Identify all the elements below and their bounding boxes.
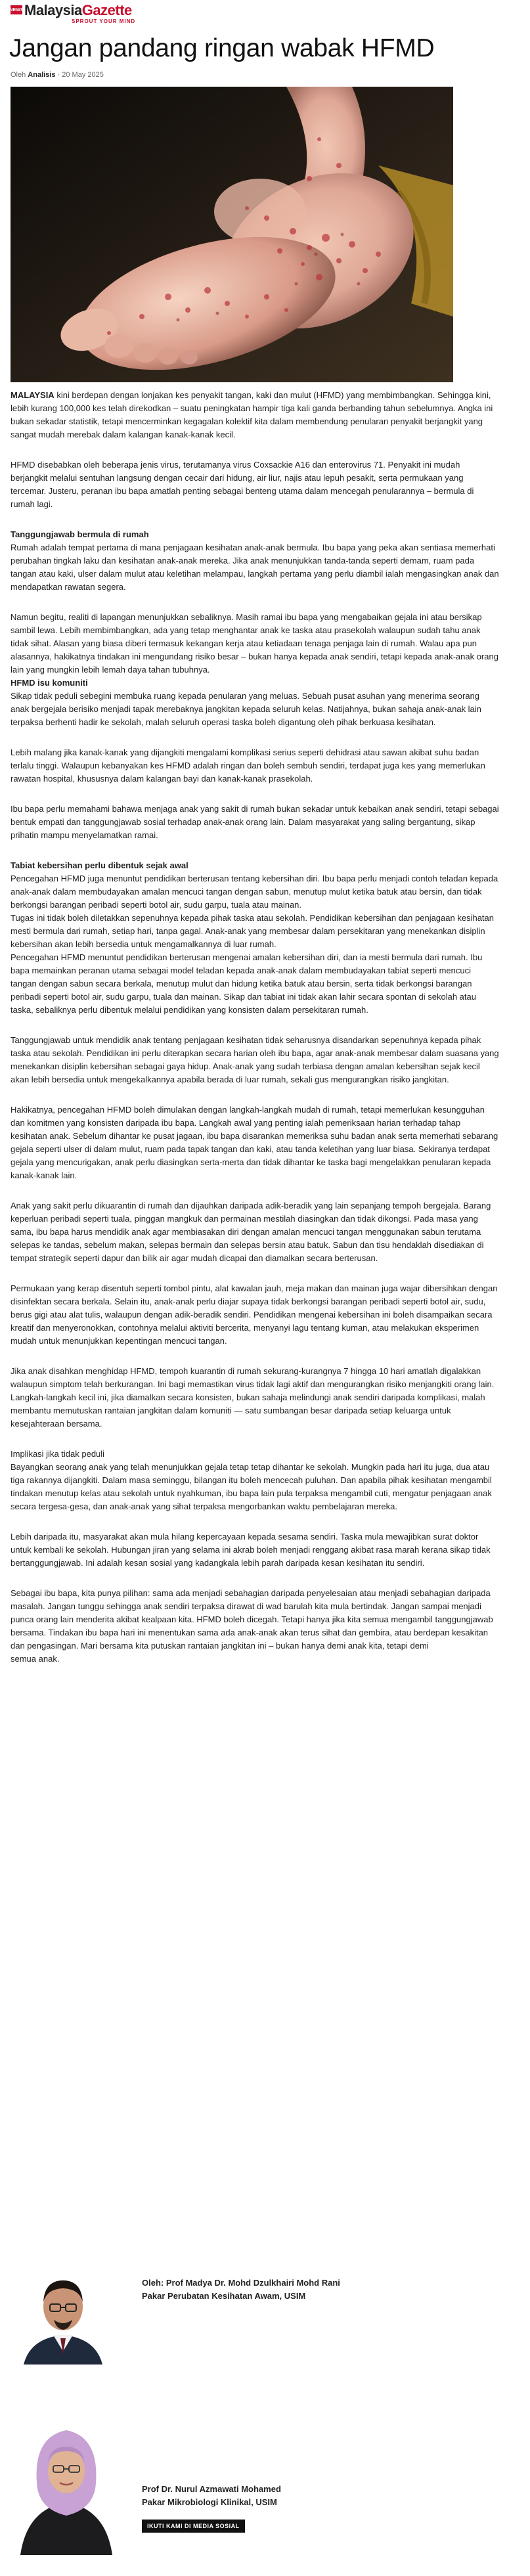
byline-prefix: Oleh bbox=[11, 71, 28, 79]
paragraph: Ibu bapa perlu memahami bahawa menjaga anak yang sakit di rumah bukan sekadar untuk kebaikan anak sendiri, tetapi sebagai bentuk empati dan tanggungjawab sosial terhadap anak-anak orang lain. Dalam masyarakat yang saling bergantung, sikap prihatin mampu menyelamatkan ramai. bbox=[11, 804, 499, 840]
hero-image bbox=[11, 87, 453, 382]
paragraph: HFMD disebabkan oleh beberapa jenis virus, terutamanya virus Coxsackie A16 dan enterovirus 71. Penyakit ini mudah berjangkit melalui sentuhan langsung dengan cecair dari hidung, air liur, najis atau lepuh pesakit, serta permukaan yang tercemar. Justeru, peranan ibu bapa amatlah penting sebagai benteng utama dalam mencegah penularannya – bermula di rumah lagi. bbox=[11, 460, 474, 509]
author-avatar bbox=[17, 2266, 109, 2365]
paragraph: Anak yang sakit perlu dikuarantin di rumah dan dijauhkan daripada adik-beradik yang lain sepanjang tempoh bergejala. Barang keperluan peribadi seperti tuala, pinggan mangkuk dan permainan mestilah diasingkan dan tidak dikongsi. Pada masa yang sama, ibu bapa harus mendidik anak agar membiasakan diri dengan amalan mencuci tangan menggunakan sabun terutama selepas ke tandas, sebelum makan, selepas bermain dan selepas bersin atau batuk. Sabun dan tisu hendaklah disediakan di tempat strategik seperti dapur dan bilik air agar mudah dicapai dan diamalkan secara berterusan. bbox=[11, 1201, 491, 1263]
byline-date: · 20 May 2025 bbox=[55, 71, 104, 79]
closing-text: Sebagai ibu bapa, kita punya pilihan: sama ada menjadi sebahagian daripada penyelesaian atau menjadi sebahagian daripada masalah. Jangan tunggu sehingga anak sendiri terpaksa dirawat di wad barulah kita mula bertindak. Jangan sampai menjadi punca orang lain menderita akibat kealpaan kita. HFMD boleh dicegah. Tetapi hanya jika kita semua mengambil tanggungjawab bersama. Tindakan ibu bapa hari ini menentukan sama ada anak-anak akan terus sihat dan gembira, atau berdepan kesakitan dan pengasingan. Mari bersama kita putuskan rantaian jangkitan ini – bukan hanya demi anak kita, tetapi demi bbox=[11, 1588, 493, 1651]
paragraph: Tugas ini tidak boleh diletakkan sepenuhnya kepada pihak taska atau sekolah. Pendidikan kebersihan dan penjagaan kesihatan mesti bermula dari rumah, setiap hari, tanpa gagal. Anak-anak yang membesar dalam persekitaran yang menekankan disiplin kebersihan akan lebih bersedia untuk mengamalkannya di luar rumah. bbox=[11, 913, 494, 949]
author-credit bbox=[142, 2276, 340, 2303]
paragraph: Jika anak disahkan menghidap HFMD, tempoh kuarantin di rumah sekurang-kurangnya 7 hingga 10 hari amatlah digalakkan walaupun simptom telah berkurangan. Ini bagi memastikan virus tidak lagi aktif dan mengurangkan risiko menjangkiti orang lain. Langkah-langkah kecil ini, jika diamalkan secara konsisten, bukan sahaja melindungi anak sendiri daripada komplikasi, malah membantu memutuskan rantaian jangkitan dalam komuniti — satu sumbangan besar daripada setiap keluarga untuk kesejahteraan bersama. bbox=[11, 1366, 495, 1429]
paragraph: Namun begitu, realiti di lapangan menunjukkan sebaliknya. Masih ramai ibu bapa yang mengabaikan gejala ini atau bersikap sambil lewa. Lebih membimbangkan, ada yang tetap menghantar anak ke taska atau prasekolah walaupun sudah tahu anak tidak sihat. Alasan yang biasa diberi termasuk kekangan kerja atau ketiadaan tenaga penjaga lain di rumah. Walau apa pun alasannya, hakikatnya tindakan ini mengundang risiko besar – bukan hanya kepada anak sendiri, tetapi kepada anak-anak orang lain yang mungkin lebih lemah daya tahan tubuhnya. bbox=[11, 612, 498, 675]
logo-badge-icon: NEWS bbox=[11, 5, 22, 14]
logo-malaysia: Malaysia bbox=[24, 2, 82, 18]
closing-tail: semua anak. bbox=[11, 1654, 60, 1664]
subheading: Tanggungjawab bermula di rumah bbox=[11, 529, 149, 539]
article-byline bbox=[11, 71, 104, 79]
byline-author[interactable]: Analisis bbox=[28, 71, 56, 79]
article-body bbox=[11, 389, 499, 1666]
site-logo[interactable] bbox=[11, 3, 135, 28]
paragraph: Sikap tidak peduli sebegini membuka ruang kepada penularan yang meluas. Sebuah pusat asuhan yang menerima seorang anak bergejala berisiko menjadi tapak merebaknya jangkitan kepada seluruh kelas. Natijahnya, bukan sahaja anak-anak lain terpaksa berhenti hadir ke sekolah, malah seluruh operasi taska boleh digantung oleh pihak berkuasa kesihatan. bbox=[11, 691, 481, 727]
paragraph: Lebih malang jika kanak-kanak yang dijangkiti mengalami komplikasi serius seperti dehidrasi atau sawan akibat suhu badan terlalu tinggi. Walaupun kebanyakan kes HFMD adalah ringan dan boleh sembuh sendiri, terdapat juga kes yang memerlukan rawatan hospital, khususnya dalam kalangan bayi dan kanak-kanak prasekolah. bbox=[11, 747, 485, 784]
dateline: MALAYSIA bbox=[11, 390, 55, 400]
author-credit bbox=[142, 2483, 281, 2509]
paragraph: Tanggungjawab untuk mendidik anak tentang penjagaan kesihatan tidak seharusnya disandarkan sepenuhnya kepada pihak taska atau sekolah. Pendidikan ini perlu diterapkan secara harian oleh ibu bapa, agar anak-anak membesar dalam suasana yang menekankan disiplin kebersihan sebagai gaya hidup. Anak-anak yang sudah terbiasa dengan amalan kebersihan sejak kecil akan lebih bersedia untuk mengekalkannya apabila berada di luar rumah, sekali gus mengurangkan risiko jangkitan. bbox=[11, 1035, 499, 1084]
paragraph: Bayangkan seorang anak yang telah menunjukkan gejala tetap tetap dihantar ke sekolah. Mungkin pada hari itu juga, dua atau tiga rakannya dijangkiti. Dalam masa seminggu, bilangan itu boleh mencecah puluhan. Dan apabila pihak kesihatan mengambil tindakan menutup kelas atau sekolah untuk nyahkuman, ibu bapa lain pula terpaksa mengambil cuti, mengatur penjagaan anak secara tergesa-gesa, dan anak-anak yang sihat terpaksa mengorbankan waktu pembelajaran mereka. bbox=[11, 1462, 492, 1511]
logo-wordmark bbox=[24, 3, 135, 24]
follow-social-button[interactable]: IKUTI KAMI DI MEDIA SOSIAL bbox=[142, 2520, 245, 2533]
author-avatar bbox=[17, 2410, 116, 2555]
author-name: Prof Dr. Nurul Azmawati Mohamed bbox=[142, 2484, 281, 2494]
author-photo-male bbox=[17, 2266, 109, 2365]
author-photo-female bbox=[17, 2410, 116, 2555]
author-title: Pakar Mikrobiologi Klinikal, USIM bbox=[142, 2497, 277, 2507]
logo-tagline: SPROUT YOUR MIND bbox=[72, 18, 136, 24]
article-title: Jangan pandang ringan wabak HFMD bbox=[9, 34, 435, 62]
author-block bbox=[11, 2266, 510, 2365]
author-block bbox=[11, 2397, 510, 2568]
subheading: Implikasi jika tidak peduli bbox=[11, 1449, 105, 1459]
child-feet-rash-illustration bbox=[11, 87, 453, 382]
paragraph bbox=[11, 389, 499, 441]
paragraph: Lebih daripada itu, masyarakat akan mula hilang kepercayaan kepada sesama sendiri. Taska mula mewajibkan surat doktor untuk kembali ke sekolah. Hubungan jiran yang selama ini akrab boleh menjadi renggang akibat rasa marah kerana sikap tidak bertanggungjawab. Ini adalah kesan sosial yang kadangkala lebih parah daripada kesan kesihatan itu sendiri. bbox=[11, 1532, 491, 1568]
subheading: Tabiat kebersihan perlu dibentuk sejak awal bbox=[11, 860, 188, 870]
subheading: HFMD isu komuniti bbox=[11, 678, 88, 688]
logo-title bbox=[24, 3, 135, 18]
logo-gazette: Gazette bbox=[81, 2, 132, 18]
paragraph: Pencegahan HFMD menuntut pendidikan berterusan mengenai amalan kebersihan diri, dan ia mesti bermula dari rumah. Ibu bapa memainkan peranan utama sebagai model teladan kepada anak-anak dalam membudayakan tabiat seperti mencuci tangan dengan sabun secara berkala, menutup mulut dan hidung ketika batuk atau bersin, serta tidak berkongsi barangan peribadi seperti botol air, sudu garpu, tuala dan mainan. Sikap dan tabiat ini tidak akan lahir secara spontan di sekolah atau taska, sebaliknya perlu dibentuk melalui pendidikan yang konsisten dalam persekitaran rumah. bbox=[11, 952, 483, 1015]
paragraph bbox=[11, 1587, 499, 1666]
author-name: Oleh: Prof Madya Dr. Mohd Dzulkhairi Mohd Rani bbox=[142, 2278, 340, 2288]
paragraph: Permukaan yang kerap disentuh seperti tombol pintu, alat kawalan jauh, meja makan dan mainan juga wajar dibersihkan dengan disinfektan secara berkala. Selain itu, anak-anak perlu diajar supaya tidak berkongsi barangan peribadi seperti botol air, sudu, berus gigi atau alat tulis, walaupun dengan adik-beradik sendiri. Pendidikan mengenai kebersihan ini boleh disampaikan secara kreatif dan menyeronokkan, contohnya melalui aktiviti bercerita, menyanyi lagu tentang kuman, atau melakukan eksperimen mudah untuk menunjukkan kepentingan mencuci tangan. bbox=[11, 1283, 498, 1346]
lead-text: kini berdepan dengan lonjakan kes penyakit tangan, kaki dan mulut (HFMD) yang membimbangkan. Sehingga kini, lebih kurang 100,000 kes telah direkodkan – suatu peningkatan hampir tiga kali ganda berbanding tahun sebelumnya. Angka ini bukan sekadar statistik, tetapi mencerminkan kegagalan kolektif kita dalam membendung penularan penyakit berjangkit yang sangat mudah merebak dalam kalangan kanak-kanak kecil. bbox=[11, 390, 493, 439]
author-title: Pakar Perubatan Kesihatan Awam, USIM bbox=[142, 2291, 306, 2301]
paragraph: Hakikatnya, pencegahan HFMD boleh dimulakan dengan langkah-langkah mudah di rumah, tetapi memerlukan kesungguhan dan komitmen yang konsisten daripada ibu bapa. Langkah awal yang penting ialah pemeriksaan harian terhadap tahap kesihatan anak. Sebelum dihantar ke pusat jagaan, ibu bapa disarankan memeriksa suhu badan anak serta memerhati sebarang gejala seperti ulser di dalam mulut, ruam pada tapak tangan dan kaki, atau tanda keletihan yang luar biasa. Sekiranya terdapat gejala yang mencurigakan, anak perlu diasingkan serta-merta dan tidak dihantar ke taska bagi mengelakkan penularan kepada kanak-kanak lain. bbox=[11, 1105, 498, 1180]
paragraph: Pencegahan HFMD juga menuntut pendidikan berterusan tentang kebersihan diri. Ibu bapa perlu menjadi contoh teladan kepada anak-anak dalam membudayakan amalan mencuci tangan dengan sabun, menutup mulut ketika batuk atau bersin, dan tidak berkongsi barangan peribadi seperti botol air, sudu garpu, tuala atau mainan. bbox=[11, 874, 498, 910]
paragraph: Rumah adalah tempat pertama di mana penjagaan kesihatan anak-anak bermula. Ibu bapa yang peka akan sentiasa memerhati perubahan tingkah laku dan kesihatan anak-anak mereka. Jika anak menunjukkan tanda-tanda seperti demam, ruam pada tangan atau kaki, ulser dalam mulut atau keletihan melampau, langkah pertama yang perlu diambil ialah mengasingkan anak dan mendapatkan rawatan segera. bbox=[11, 543, 499, 592]
